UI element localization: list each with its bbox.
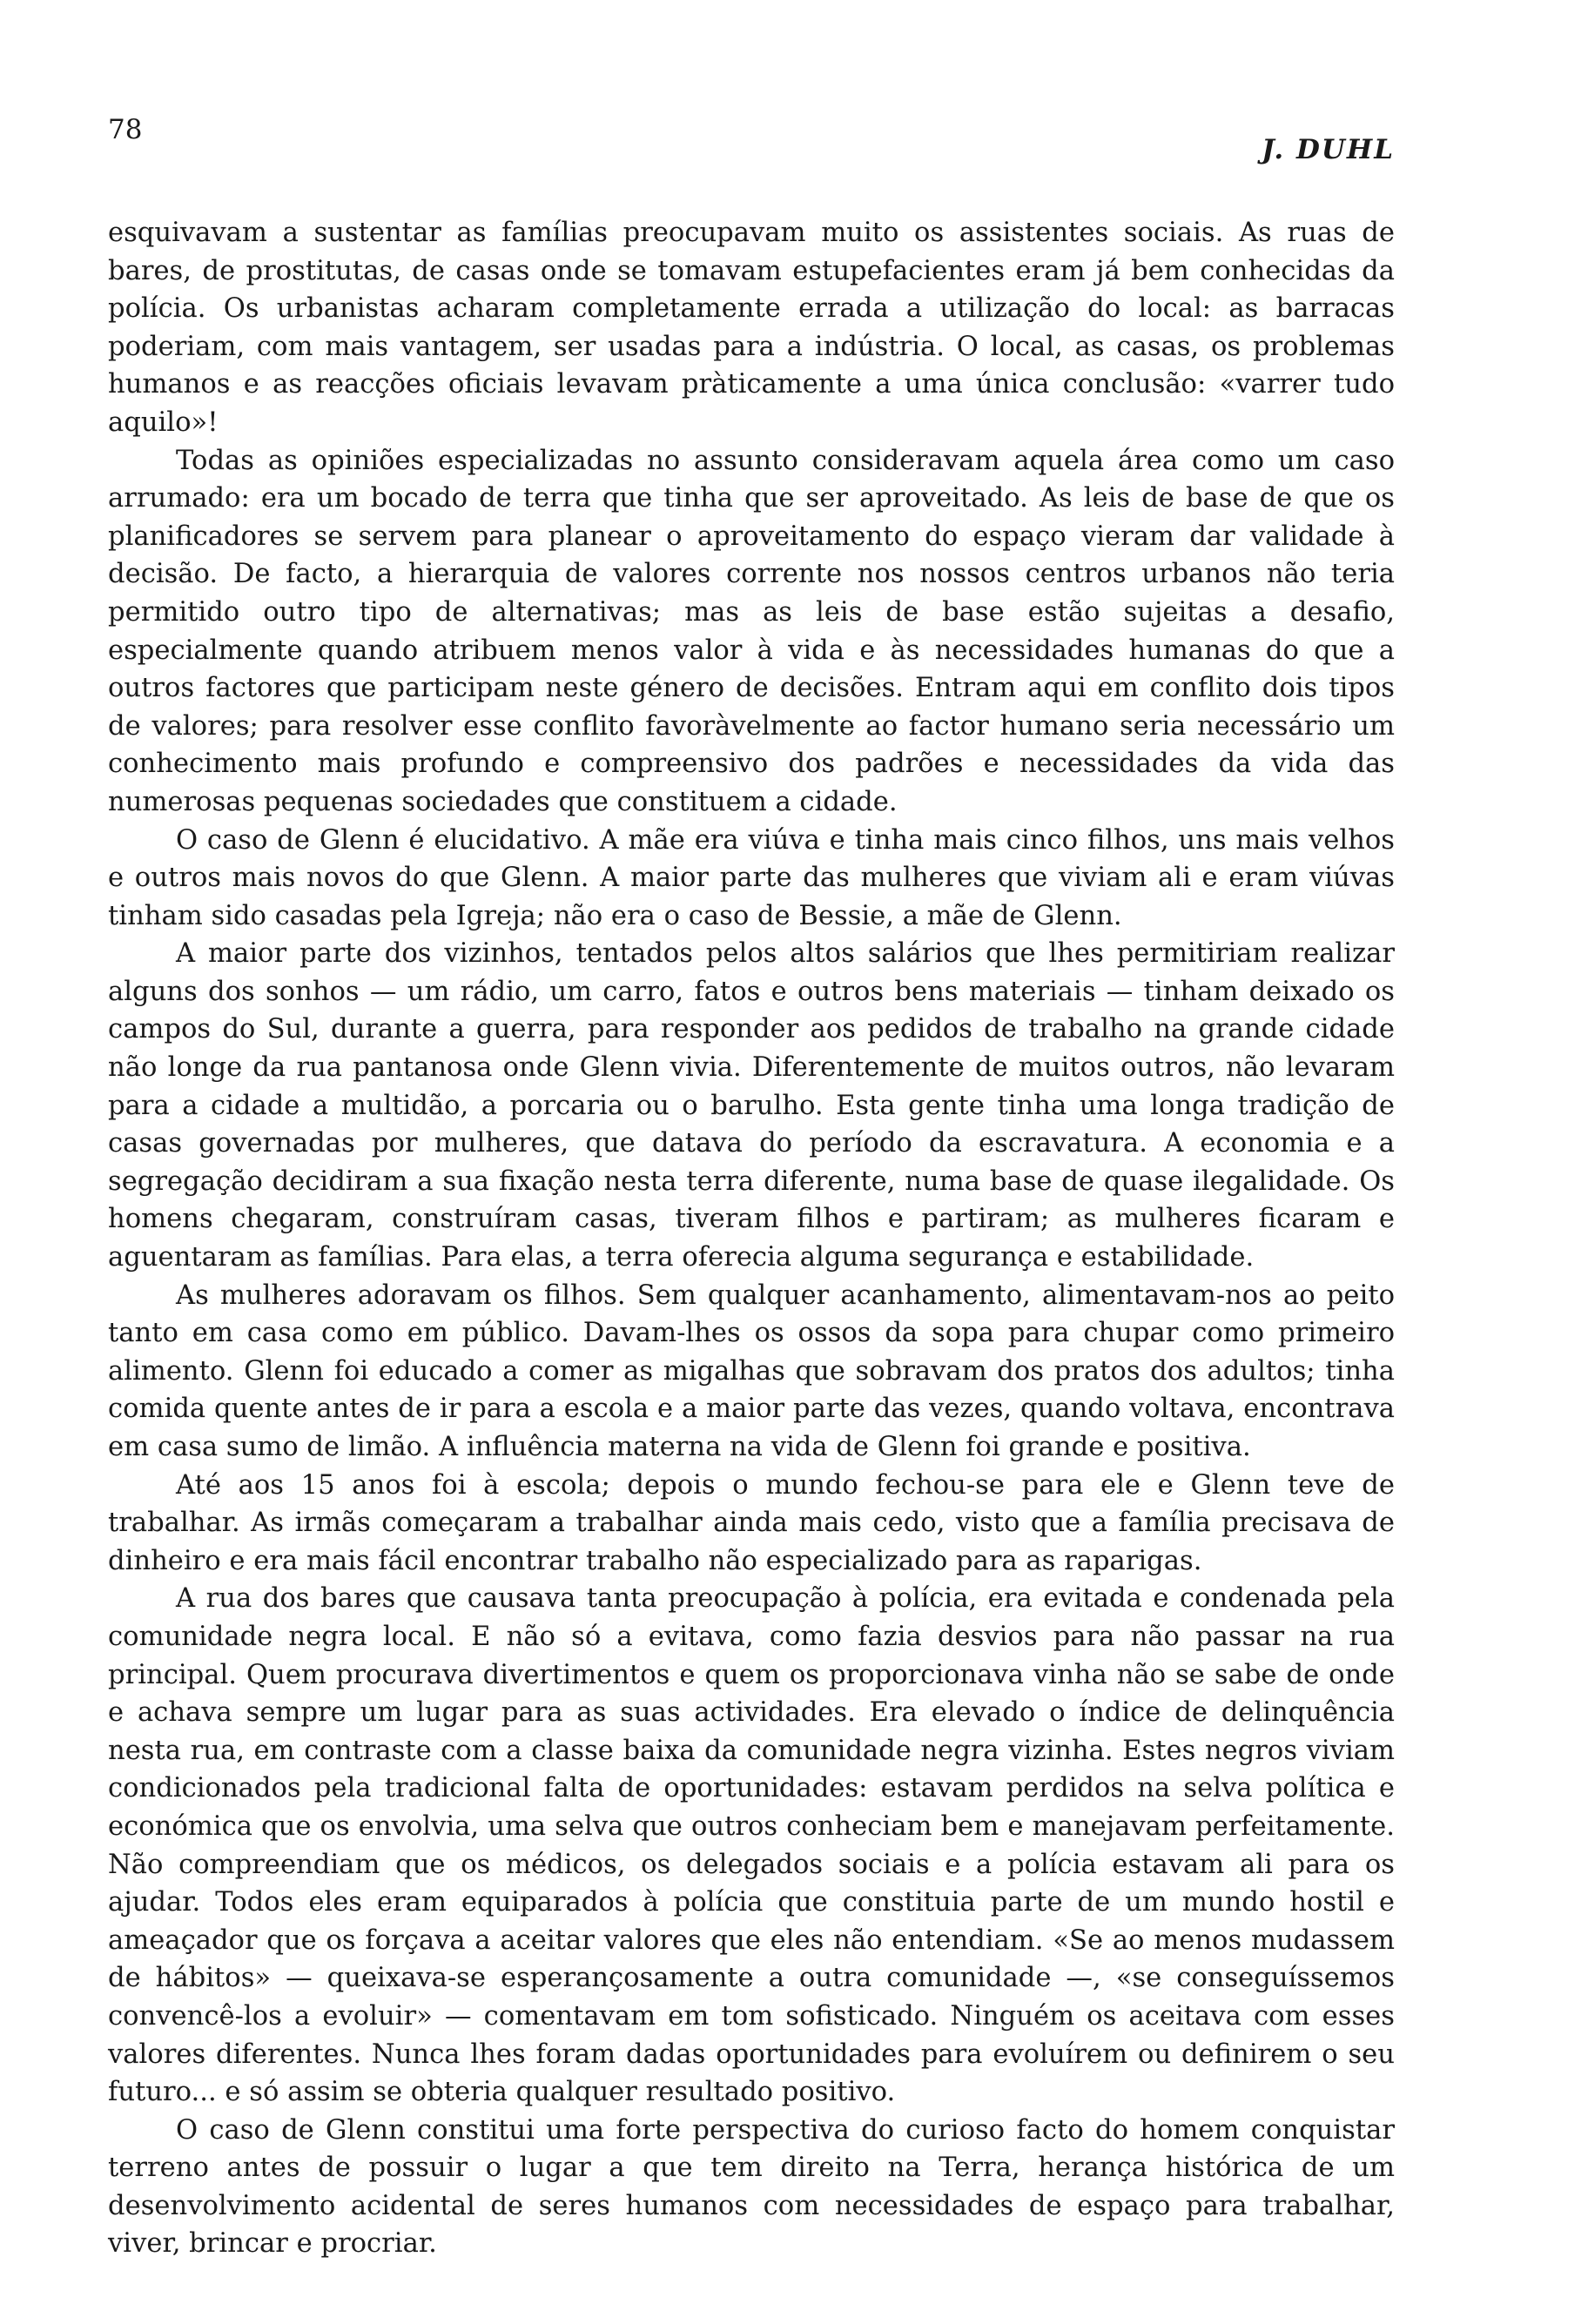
paragraph-1: esquivavam a sustentar as famílias preocupavam muito os assistentes sociais. As ruas de bares, de prostitutas, de casas onde se tomavam estupefacientes eram já bem conhecidas da polícia. Os urbanistas acharam completamente errada a utilização do local: as barracas poderiam, com mais vantagem, ser usadas para a indústria. O local, as casas, os problemas humanos e as reacções oficiais levavam pràticamente a uma única conclusão: «varrer tudo aquilo»! xyxy=(108,218,1395,438)
running-head-author: J. DUHL xyxy=(1262,134,1395,165)
paragraph-6: Até aos 15 anos foi à escola; depois o mundo fechou-se para ele e Glenn teve de trabalhar. As irmãs começaram a trabalhar ainda mais cedo, visto que a família precisava de dinheiro e era mais fácil encontrar trabalho não especializado para as raparigas. xyxy=(108,1469,1395,1576)
paragraph-8: O caso de Glenn constitui uma forte perspectiva do curioso facto do homem conquistar terreno antes de possuir o lugar a que tem direito na Terra, herança histórica de um desenvolvimento acidental de seres humanos com necessidades de espaço para trabalhar, viver, brincar e procriar. xyxy=(108,2114,1395,2260)
paragraph-7: A rua dos bares que causava tanta preocupação à polícia, era evitada e condenada pela comunidade negra local. E não só a evitava, como fazia desvios para não passar na rua principal. Quem procurava divertimentos e quem os proporcionava vinha não se sabe de onde e achava sempre um lugar para as suas actividades. Era elevado o índice de delinquência nesta rua, em contraste com a classe baixa da comunidade negra vizinha. Estes negros viviam condicionados pela tradicional falta de oportunidades: estavam perdidos na selva política e económica que os envolvia, uma selva que outros conheciam bem e manejavam perfeitamente. Não compreendiam que os médicos, os delegados sociais e a polícia estavam ali para os ajudar. Todos eles eram equiparados à polícia que constituia parte de um mundo hostil e ameaçador que os forçava a aceitar valores que eles não entendiam. «Se ao menos mudassem de hábitos» — queixava-se esperançosamente a outra comunidade —, «se conseguíssemos convencê-los a evoluir» — comentavam em tom sofisticado. Ninguém os aceitava com esses valores diferentes. Nunca lhes foram dadas oportunidades para evoluírem ou definirem o seu futuro... e só assim se obteria qualquer resultado positivo. xyxy=(108,1583,1395,2108)
page-number: 78 xyxy=(108,114,143,145)
paragraph-2: Todas as opiniões especializadas no assunto consideravam aquela área como um caso arrumado: era um bocado de terra que tinha que ser aproveitado. As leis de base de que os planificadores se servem para planear o aproveitamento do espaço vieram dar validade à decisão. De facto, a hierarquia de valores corrente nos nossos centros urbanos não teria permitido outro tipo de alternativas; mas as leis de base estão sujeitas a desafio, especialmente quando atribuem menos valor à vida e às necessidades humanas do que a outros factores que participam neste género de decisões. Entram aqui em conflito dois tipos de valores; para resolver esse conflito favoràvelmente ao factor humano seria necessário um conhecimento mais profundo e compreensivo dos padrões e necessidades da vida das numerosas pequenas sociedades que constituem a cidade. xyxy=(108,445,1395,817)
paragraph-3: O caso de Glenn é elucidativo. A mãe era viúva e tinha mais cinco filhos, uns mais velhos e outros mais novos do que Glenn. A maior parte das mulheres que viviam ali e eram viúvas tinham sido casadas pela Igreja; não era o caso de Bessie, a mãe de Glenn. xyxy=(108,824,1395,931)
paragraph-5: As mulheres adoravam os filhos. Sem qualquer acanhamento, alimentavam-nos ao peito tanto em casa como em público. Davam-lhes os ossos da sopa para chupar como primeiro alimento. Glenn foi educado a comer as migalhas que sobravam dos pratos dos adultos; tinha comida quente antes de ir para a escola e a maior parte das vezes, quando voltava, encontrava em casa sumo de limão. A influência materna na vida de Glenn foi grande e positiva. xyxy=(108,1280,1395,1462)
paragraph-4: A maior parte dos vizinhos, tentados pelos altos salários que lhes permitiriam realizar alguns dos sonhos — um rádio, um carro, fatos e outros bens materiais — tinham deixado os campos do Sul, durante a guerra, para responder aos pedidos de trabalho na grande cidade não longe da rua pantanosa onde Glenn vivia. Diferentemente de muitos outros, não levaram para a cidade a multidão, a porcaria ou o barulho. Esta gente tinha uma longa tradição de casas governadas por mulheres, que datava do período da escravatura. A economia e a segregação decidiram a sua fixação nesta terra diferente, numa base de quase ilegalidade. Os homens chegaram, construíram casas, tiveram filhos e partiram; as mulheres ficaram e aguentaram as famílias. Para elas, a terra oferecia alguma segurança e estabilidade. xyxy=(108,938,1395,1273)
body-text xyxy=(108,214,1395,2263)
